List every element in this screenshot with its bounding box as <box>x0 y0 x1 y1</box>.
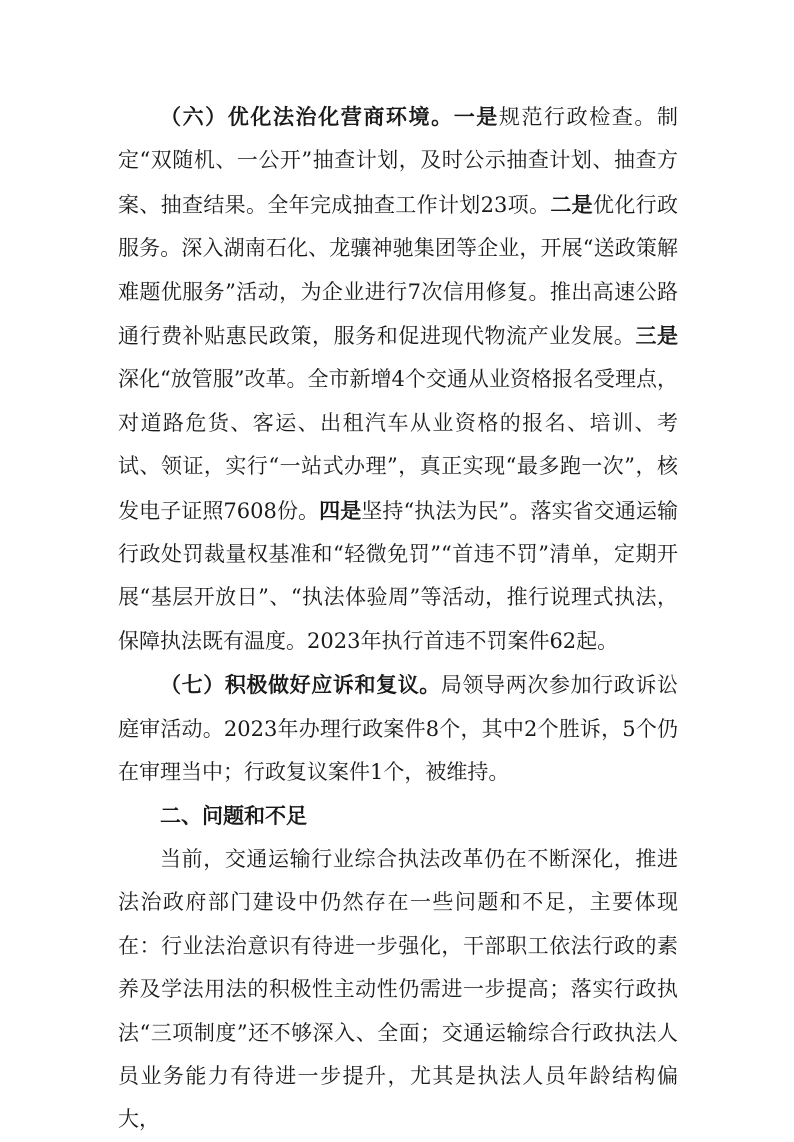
document-body <box>118 95 678 1142</box>
part-two-heading: 二、问题和不足 <box>160 803 307 828</box>
point-one-text: 规范行政检查。制定“双随机、一公开”抽查计划，及时公示抽查计划、抽查方案、抽查结果。全年完成抽查工作计划23项。 <box>118 105 679 217</box>
point-one-label: 一是 <box>453 104 499 129</box>
section-six-heading: （六）优化法治化营商环境。 <box>160 104 454 129</box>
part-two-text: 当前，交通运输行业综合执法改革仍在不断深化，推进法治政府部门建设中仍然存在一些问题和不足，主要体现在：行业法治意识有待进一步强化，干部职工依法行政的素养及学法用法的积极性主动性仍需进一步提高；落实行政执法“三项制度”还不够深入、全面；交通运输综合行政执法人员业务能力有待进一步提升，尤其是执法人员年龄结构偏大， <box>118 846 678 1132</box>
point-two-label: 二是 <box>550 191 594 217</box>
section-seven-heading: （七）积极做好应诉和复议。 <box>160 672 441 698</box>
point-three-label: 三是 <box>635 323 679 349</box>
point-four-text: 坚持“执法为民”。落实省交通运输行政处罚裁量权基准和“轻微免罚”“首违不罚”清单，定期开展“基层开放日”、“执法体验周”等活动，推行说理式执法，保障执法既有温度。2023年执行首违不罚案件62起。 <box>118 498 678 653</box>
paragraph-section-seven <box>118 663 678 794</box>
paragraph-section-six <box>118 95 678 663</box>
point-four-label: 四是 <box>319 497 362 523</box>
paragraph-part-two <box>118 838 678 1142</box>
point-two-text: 优化行政服务。深入湖南石化、龙骧神驰集团等企业，开展“送政策解难题优服务”活动，为企业进行7次信用修复。推出高速公路通行费补贴惠民政策，服务和促进现代物流产业发展。 <box>118 192 679 349</box>
point-three-text: 深化“放管服”改革。全市新增4个交通从业资格报名受理点，对道路危货、客运、出租汽车从业资格的报名、培训、考试、领证，实行“一站式办理”，真正实现“最多跑一次”，核发电子证照7608份。 <box>118 367 678 523</box>
section-seven-text: 局领导两次参加行政诉讼庭审活动。2023年办理行政案件8个，其中2个胜诉，5个仍在审理当中；行政复议案件1个，被维持。 <box>118 673 679 785</box>
